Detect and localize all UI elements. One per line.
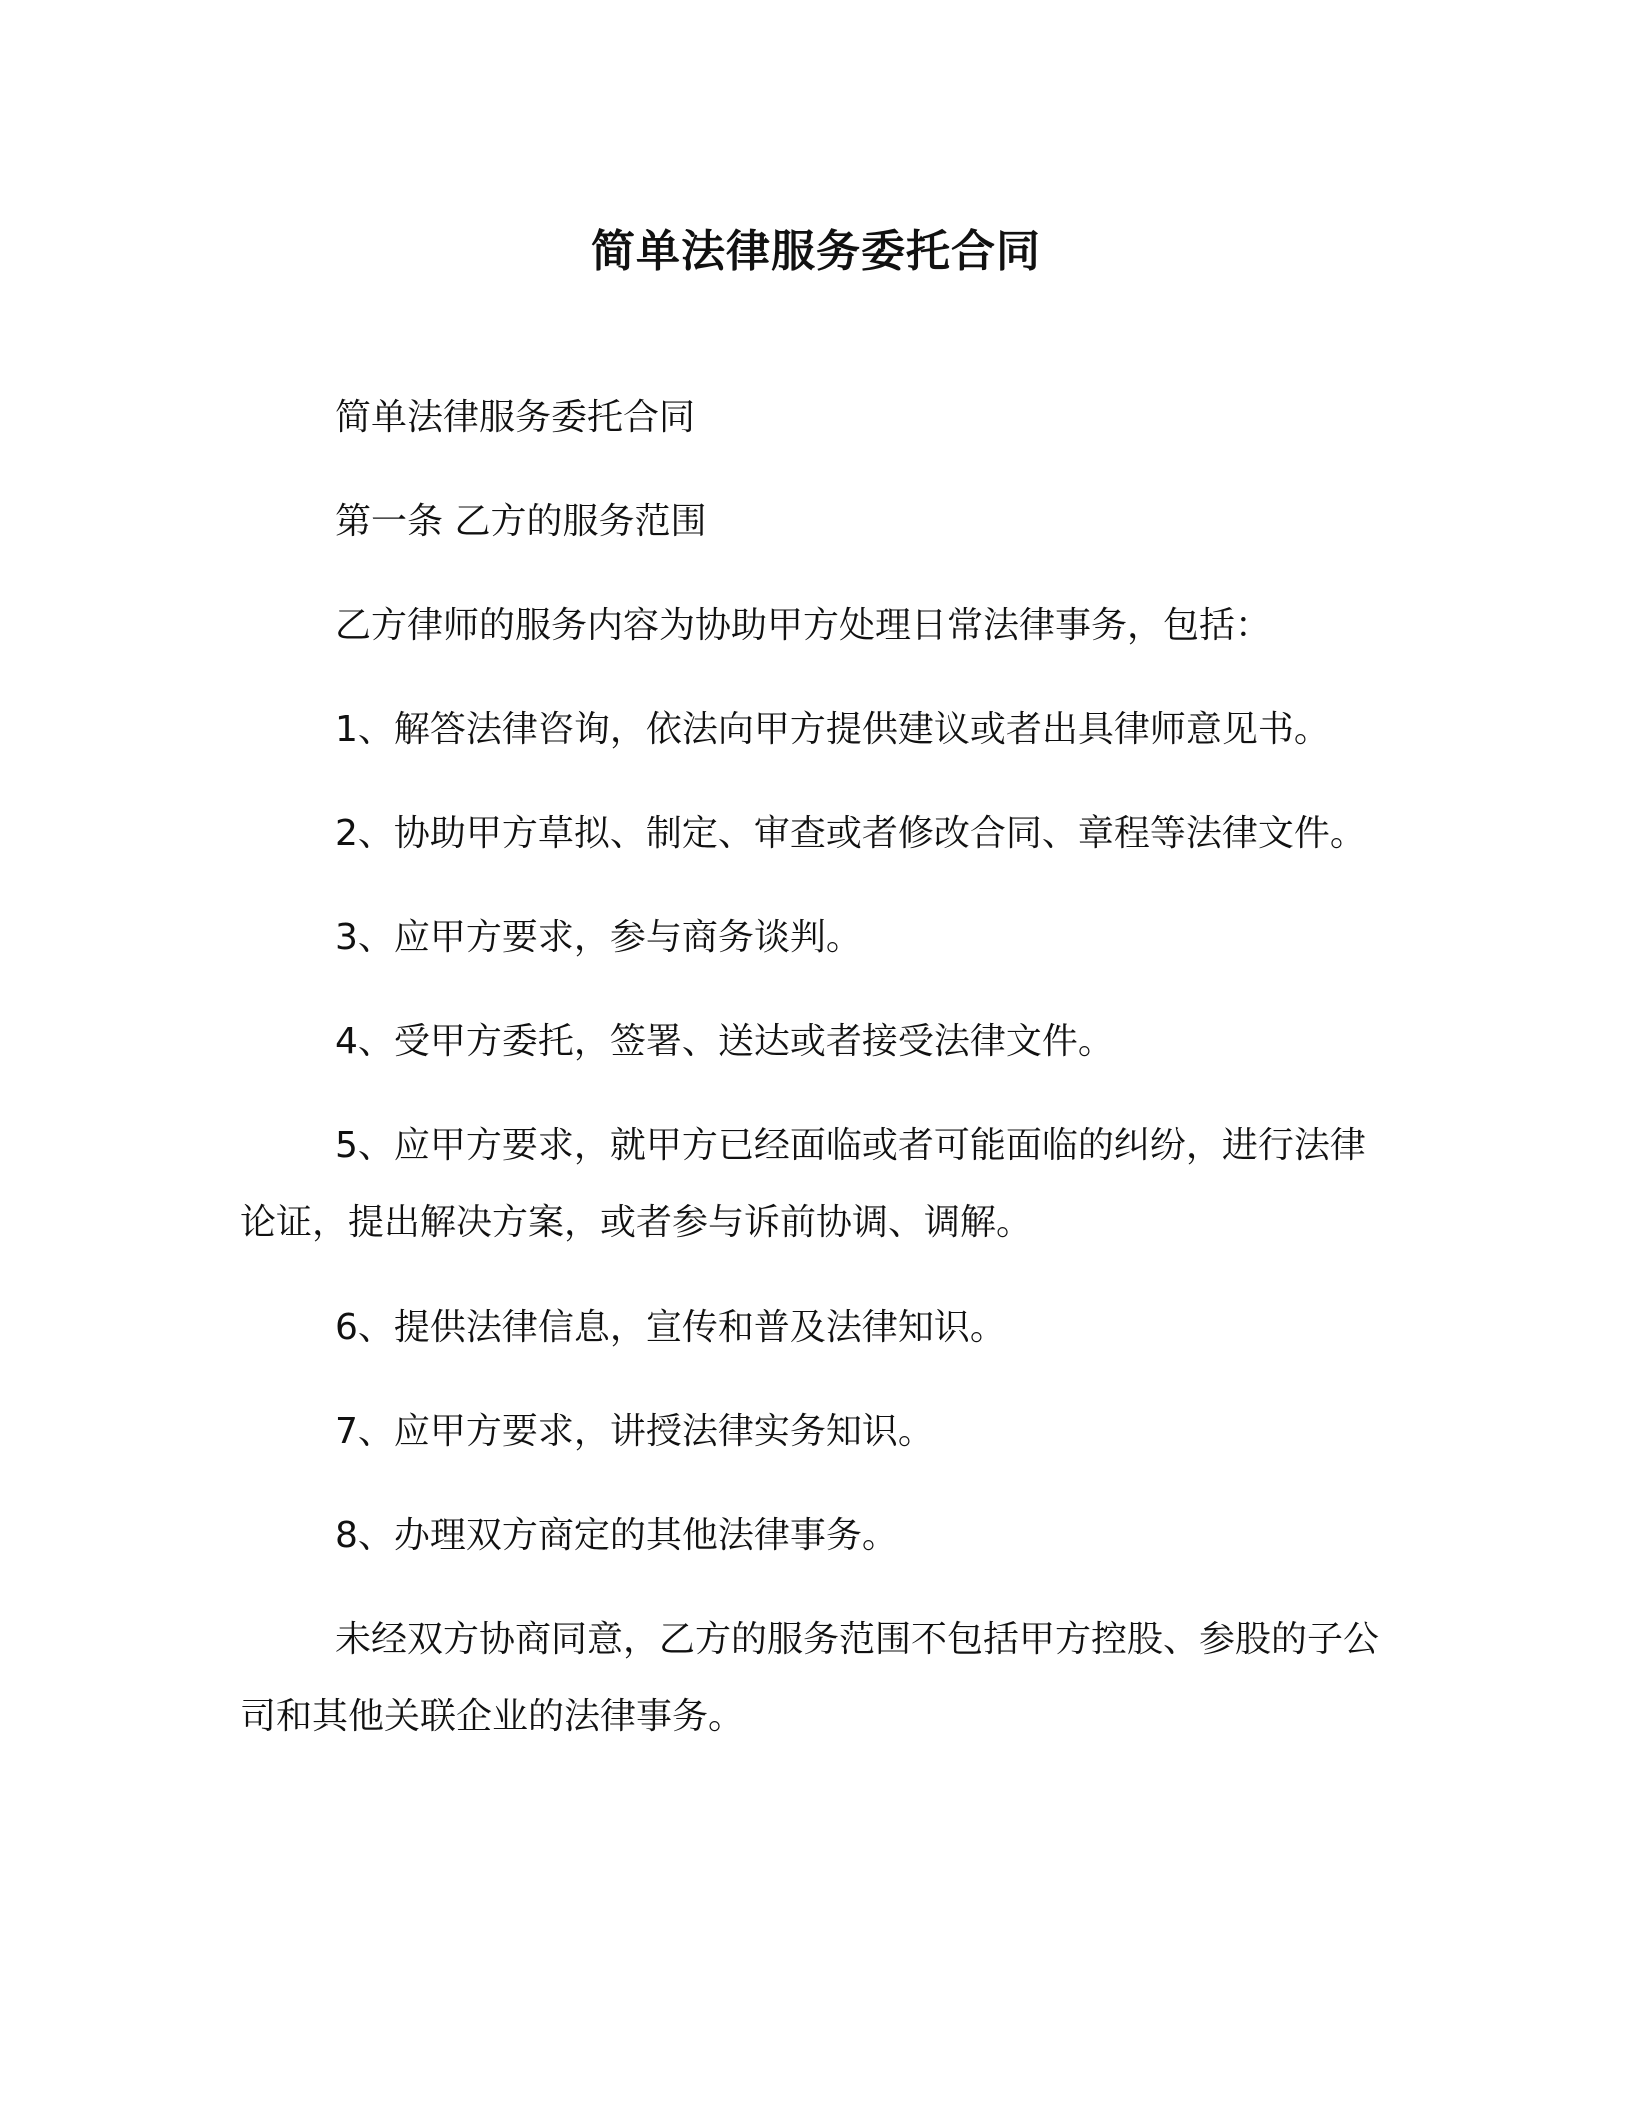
paragraph-heading: 简单法律服务委托合同 — [335, 397, 696, 438]
paragraph-item-8: 8、办理双方商定的其他法律事务。 — [335, 1515, 898, 1556]
paragraph-article-title: 第一条 乙方的服务范围 — [335, 501, 707, 542]
paragraph-item-2: 2、协助甲方草拟、制定、审查或者修改合同、章程等法律文件。 — [335, 813, 1366, 854]
paragraph-item-4: 4、受甲方委托，签署、送达或者接受法律文件。 — [335, 1021, 1114, 1062]
document-body — [240, 393, 1400, 1797]
paragraph-item-5: 5、应甲方要求，就甲方已经面临或者可能面临的纠纷，进行法律论证，提出解决方案，或者参与诉前协调、调解。 — [240, 1125, 1366, 1243]
paragraph-item-3: 3、应甲方要求，参与商务谈判。 — [335, 917, 862, 958]
paragraph-intro: 乙方律师的服务内容为协助甲方处理日常法律事务，包括： — [335, 605, 1272, 646]
paragraph-closing: 未经双方协商同意，乙方的服务范围不包括甲方控股、参股的子公司和其他关联企业的法律事务。 — [240, 1619, 1380, 1737]
document-title: 简单法律服务委托合同 — [591, 226, 1041, 277]
paragraph-item-6: 6、提供法律信息，宣传和普及法律知识。 — [335, 1307, 1006, 1348]
paragraph-item-1: 1、解答法律咨询，依法向甲方提供建议或者出具律师意见书。 — [335, 709, 1330, 750]
paragraph-item-7: 7、应甲方要求，讲授法律实务知识。 — [335, 1411, 934, 1452]
